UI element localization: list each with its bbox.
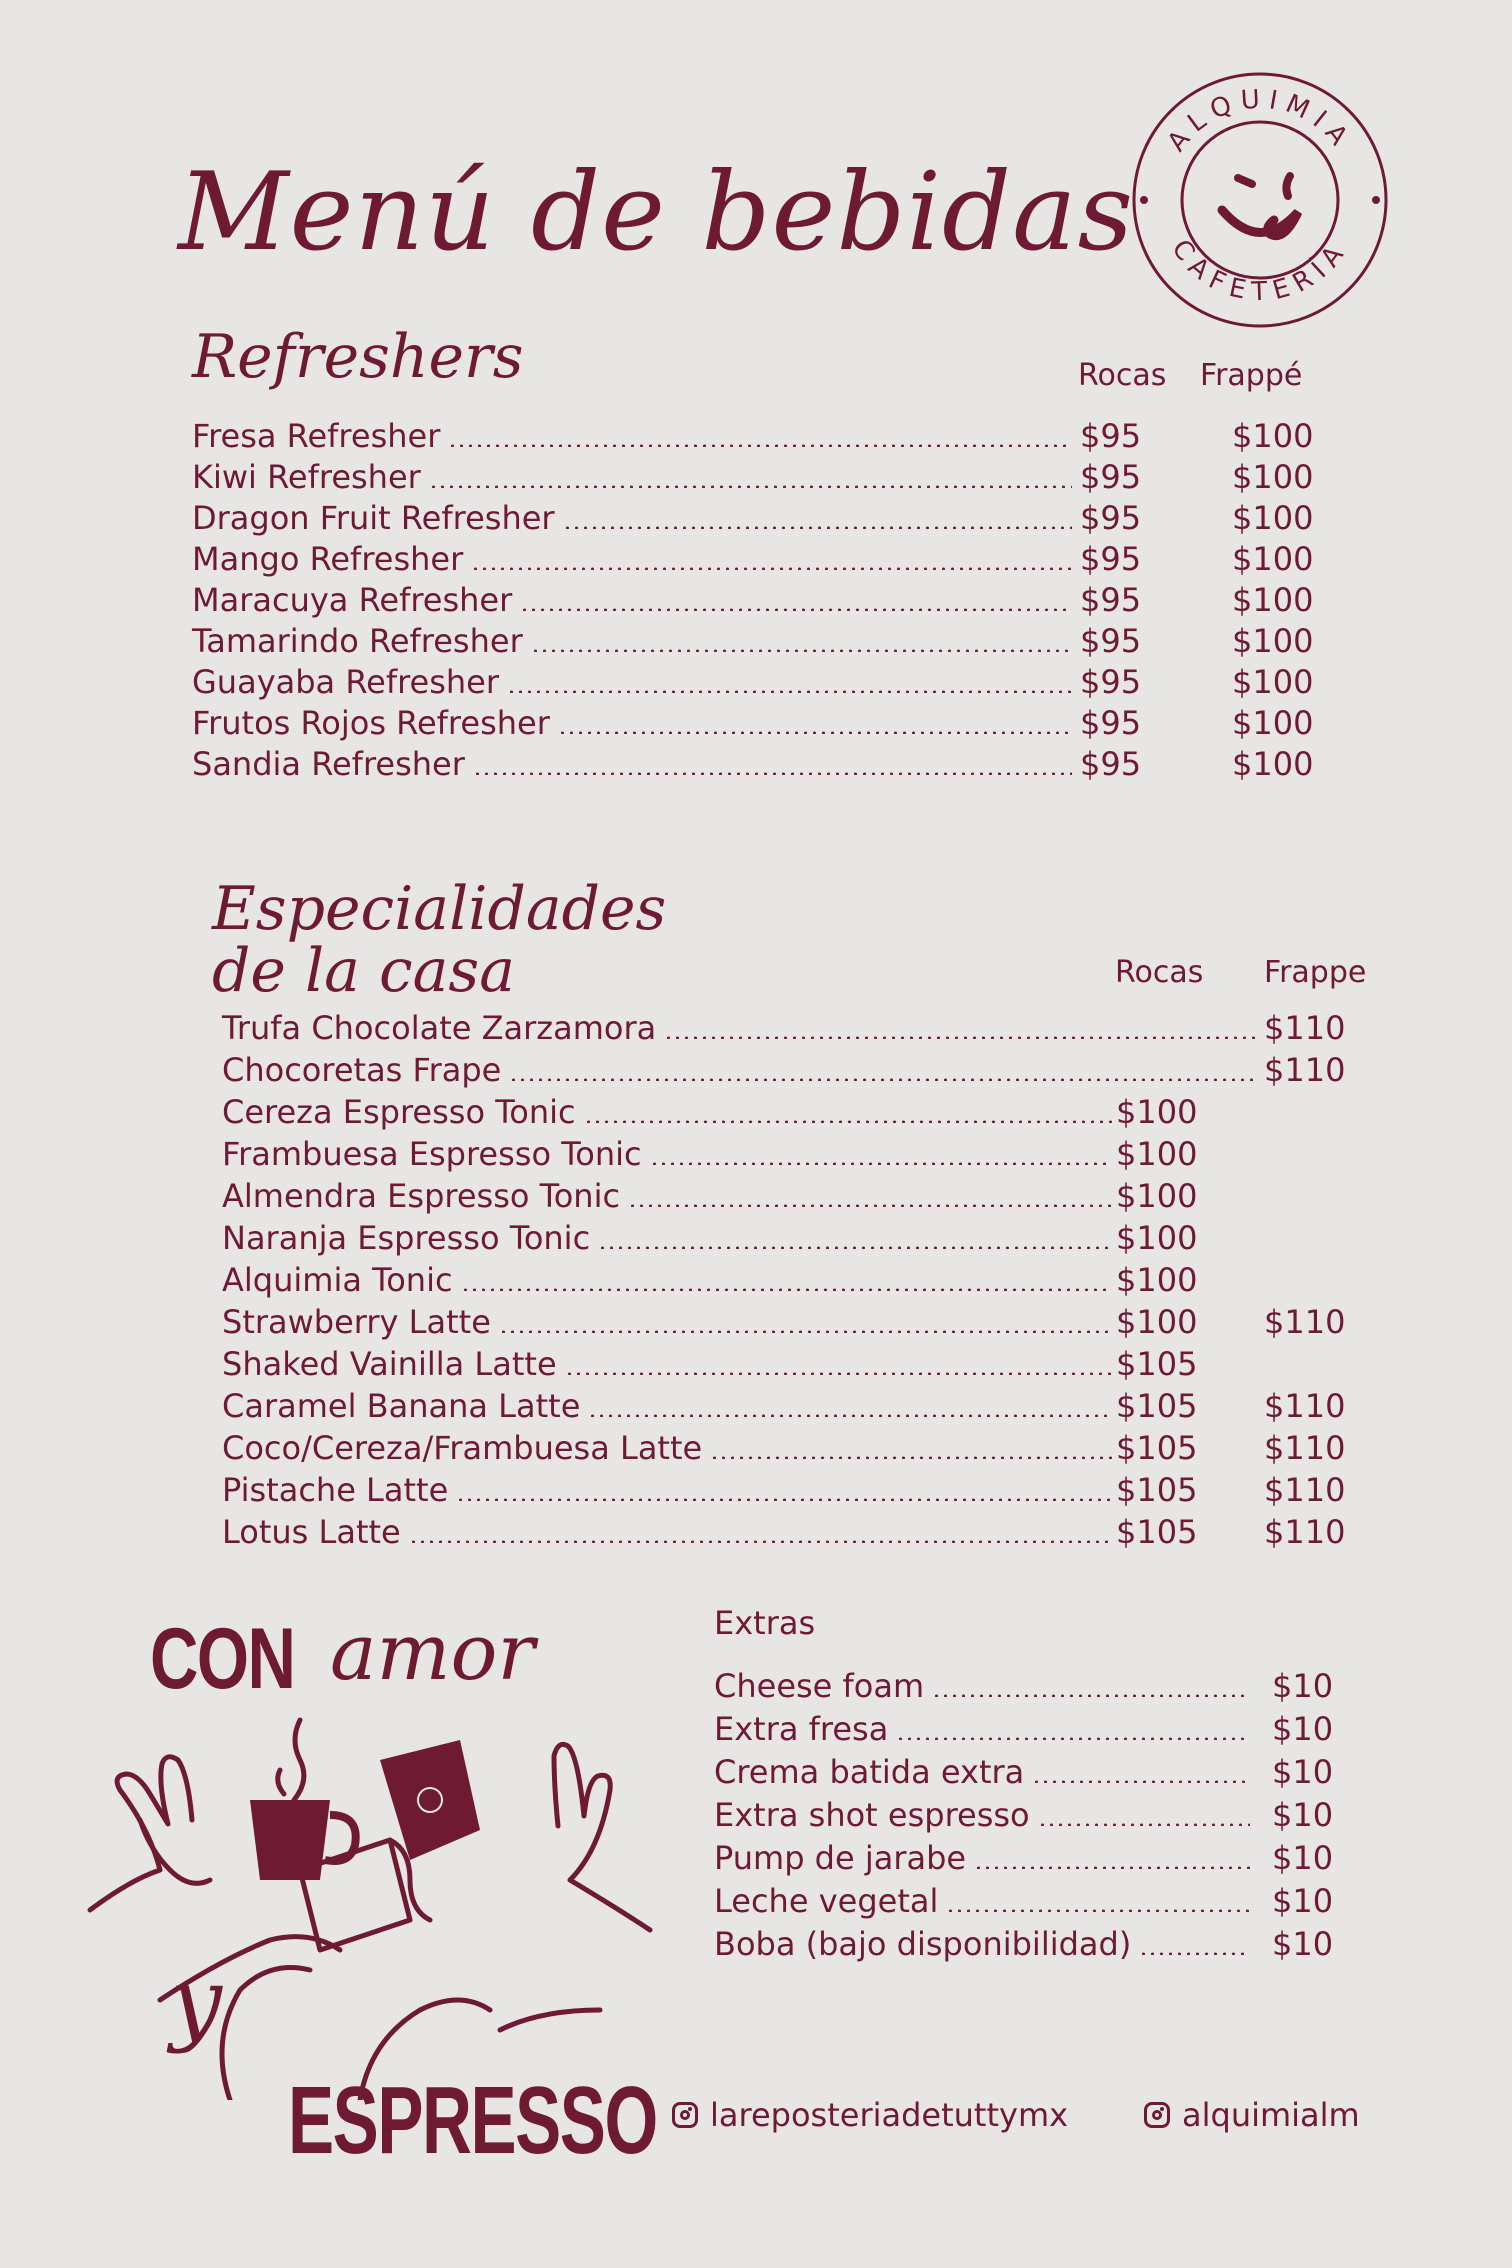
price-frappe: $110 — [1264, 1471, 1346, 1509]
especialidades-title-line1: Especialidades — [212, 874, 667, 944]
slogan-y: y — [170, 1948, 222, 2055]
menu-item-row — [222, 1344, 1382, 1384]
item-name: Pump de jarabe — [714, 1839, 967, 1877]
price-rocas: $105 — [1116, 1429, 1198, 1467]
especialidades-title-line2: de la casa — [212, 936, 515, 1006]
refreshers-col-frappe: Frappé — [1200, 358, 1303, 393]
item-name: Sandia Refresher — [192, 745, 465, 783]
price-rocas: $105 — [1116, 1345, 1198, 1383]
price-rocas: $100 — [1116, 1177, 1198, 1215]
price-frappe: $100 — [1232, 499, 1314, 537]
menu-item-row — [714, 1666, 1334, 1706]
price-rocas: $95 — [1080, 458, 1142, 496]
price-frappe: $110 — [1264, 1303, 1346, 1341]
dot-leader — [584, 1120, 1112, 1123]
dot-leader — [932, 1694, 1250, 1697]
menu-item-row — [192, 416, 1332, 456]
price-frappe: $110 — [1264, 1513, 1346, 1551]
dot-leader — [563, 526, 1072, 529]
dot-leader — [507, 690, 1072, 693]
social-instagram-tutty[interactable] — [672, 2096, 1068, 2134]
refreshers-col-rocas: Rocas — [1078, 358, 1167, 393]
slogan-con: CON — [150, 1611, 295, 1707]
menu-item-row — [714, 1924, 1334, 1964]
menu-item-row — [714, 1709, 1334, 1749]
item-name: Boba (bajo disponibilidad) — [714, 1925, 1132, 1963]
item-name: Extra shot espresso — [714, 1796, 1030, 1834]
dot-leader — [558, 731, 1072, 734]
slogan-espresso: ESPRESSO — [288, 2067, 657, 2174]
item-name: Almendra Espresso Tonic — [222, 1177, 621, 1215]
price-rocas: $95 — [1080, 540, 1142, 578]
price-rocas: $105 — [1116, 1387, 1198, 1425]
price-rocas: $95 — [1080, 581, 1142, 619]
menu-item-row — [192, 539, 1332, 579]
price-extra: $10 — [1272, 1882, 1334, 1920]
dot-leader — [448, 444, 1072, 447]
dot-leader — [598, 1246, 1112, 1249]
svg-text:CAFETERÍA — [1166, 234, 1355, 307]
menu-item-row — [222, 1176, 1382, 1216]
price-rocas: $100 — [1116, 1135, 1198, 1173]
price-frappe: $110 — [1264, 1429, 1346, 1467]
menu-item-row — [714, 1881, 1334, 1921]
price-rocas: $95 — [1080, 499, 1142, 537]
price-frappe: $100 — [1232, 540, 1314, 578]
dot-leader — [520, 608, 1072, 611]
menu-item-row — [192, 621, 1332, 661]
item-name: Frambuesa Espresso Tonic — [222, 1135, 642, 1173]
price-frappe: $100 — [1232, 622, 1314, 660]
menu-item-row — [192, 662, 1332, 702]
dot-leader — [509, 1078, 1256, 1081]
menu-item-row — [192, 498, 1332, 538]
menu-item-row — [222, 1092, 1382, 1132]
price-rocas: $95 — [1080, 704, 1142, 742]
menu-item-row — [714, 1752, 1334, 1792]
item-name: Caramel Banana Latte — [222, 1387, 581, 1425]
dot-leader — [664, 1036, 1256, 1039]
item-name: Pistache Latte — [222, 1471, 449, 1509]
menu-item-row — [192, 703, 1332, 743]
refreshers-title: Refreshers — [192, 322, 524, 392]
item-name: Trufa Chocolate Zarzamora — [222, 1009, 657, 1047]
menu-item-row — [222, 1134, 1382, 1174]
item-name: Extra fresa — [714, 1710, 889, 1748]
instagram-icon — [1144, 2102, 1170, 2128]
item-name: Mango Refresher — [192, 540, 464, 578]
item-name: Shaked Vainilla Latte — [222, 1345, 557, 1383]
slogan-amor: amor — [330, 1608, 535, 1698]
item-name: Leche vegetal — [714, 1882, 939, 1920]
item-name: Guayaba Refresher — [192, 663, 500, 701]
dot-leader — [650, 1162, 1112, 1165]
price-rocas: $95 — [1080, 745, 1142, 783]
item-name: Naranja Espresso Tonic — [222, 1219, 591, 1257]
logo-top-text: ALQUIMIA — [1161, 84, 1359, 158]
price-rocas: $100 — [1116, 1093, 1198, 1131]
menu-item-row — [222, 1470, 1382, 1510]
item-name: Fresa Refresher — [192, 417, 441, 455]
menu-item-row — [222, 1050, 1382, 1090]
dot-leader — [461, 1288, 1112, 1291]
especialidades-col-frappe: Frappe — [1264, 955, 1367, 990]
dot-leader — [710, 1456, 1112, 1459]
price-rocas: $105 — [1116, 1471, 1198, 1509]
price-extra: $10 — [1272, 1753, 1334, 1791]
dot-leader — [588, 1414, 1112, 1417]
price-frappe: $100 — [1232, 663, 1314, 701]
instagram-icon — [672, 2102, 698, 2128]
price-rocas: $95 — [1080, 622, 1142, 660]
menu-item-row — [222, 1428, 1382, 1468]
social-handle: alquimialm — [1182, 2096, 1360, 2134]
price-rocas: $100 — [1116, 1219, 1198, 1257]
item-name: Maracuya Refresher — [192, 581, 513, 619]
price-frappe: $110 — [1264, 1387, 1346, 1425]
dot-leader — [1038, 1823, 1250, 1826]
item-name: Tamarindo Refresher — [192, 622, 523, 660]
menu-item-row — [192, 457, 1332, 497]
dot-leader — [531, 649, 1072, 652]
dot-leader — [896, 1737, 1250, 1740]
dot-leader — [974, 1866, 1250, 1869]
menu-item-row — [714, 1838, 1334, 1878]
dot-leader — [473, 772, 1072, 775]
dot-leader — [456, 1498, 1112, 1501]
price-rocas: $95 — [1080, 663, 1142, 701]
menu-item-row — [222, 1218, 1382, 1258]
dot-leader — [1139, 1952, 1250, 1955]
price-extra: $10 — [1272, 1839, 1334, 1877]
dot-leader — [429, 485, 1072, 488]
item-name: Strawberry Latte — [222, 1303, 491, 1341]
item-name: Kiwi Refresher — [192, 458, 421, 496]
price-extra: $10 — [1272, 1710, 1334, 1748]
dot-leader — [946, 1909, 1250, 1912]
price-frappe: $100 — [1232, 581, 1314, 619]
dot-leader — [409, 1540, 1112, 1543]
price-frappe: $110 — [1264, 1051, 1346, 1089]
item-name: Alquimia Tonic — [222, 1261, 453, 1299]
dot-leader — [471, 567, 1072, 570]
dot-leader — [628, 1204, 1112, 1207]
menu-item-row — [192, 580, 1332, 620]
price-frappe: $100 — [1232, 458, 1314, 496]
menu-item-row — [714, 1795, 1334, 1835]
price-rocas: $95 — [1080, 417, 1142, 455]
item-name: Chocoretas Frape — [222, 1051, 502, 1089]
item-name: Coco/Cereza/Frambuesa Latte — [222, 1429, 703, 1467]
price-rocas: $100 — [1116, 1303, 1198, 1341]
price-frappe: $110 — [1264, 1009, 1346, 1047]
social-instagram-alquimia[interactable] — [1144, 2096, 1360, 2134]
logo-bottom-text: CAFETERÍA — [1165, 234, 1355, 308]
hands-cups-illustration — [80, 1700, 660, 2100]
dot-leader — [1032, 1780, 1250, 1783]
extras-title: Extras — [714, 1604, 816, 1642]
menu-item-row — [222, 1512, 1382, 1552]
page-title: Menú de bebidas — [178, 150, 1134, 275]
price-extra: $10 — [1272, 1667, 1334, 1705]
item-name: Crema batida extra — [714, 1753, 1025, 1791]
item-name: Dragon Fruit Refresher — [192, 499, 555, 537]
price-rocas: $105 — [1116, 1513, 1198, 1551]
especialidades-col-rocas: Rocas — [1115, 955, 1204, 990]
item-name: Cereza Espresso Tonic — [222, 1093, 576, 1131]
menu-item-row — [192, 744, 1332, 784]
social-handle: lareposteriadetuttymx — [710, 2096, 1069, 2134]
price-frappe: $100 — [1232, 704, 1314, 742]
price-extra: $10 — [1272, 1925, 1334, 1963]
dot-leader — [499, 1330, 1112, 1333]
price-frappe: $100 — [1232, 745, 1314, 783]
menu-item-row — [222, 1386, 1382, 1426]
price-rocas: $100 — [1116, 1261, 1198, 1299]
dot-leader — [565, 1372, 1112, 1375]
menu-item-row — [222, 1008, 1382, 1048]
price-frappe: $100 — [1232, 417, 1314, 455]
alquimia-logo — [1130, 70, 1390, 330]
item-name: Lotus Latte — [222, 1513, 401, 1551]
item-name: Cheese foam — [714, 1667, 925, 1705]
menu-item-row — [222, 1302, 1382, 1342]
price-extra: $10 — [1272, 1796, 1334, 1834]
item-name: Frutos Rojos Refresher — [192, 704, 550, 742]
menu-item-row — [222, 1260, 1382, 1300]
